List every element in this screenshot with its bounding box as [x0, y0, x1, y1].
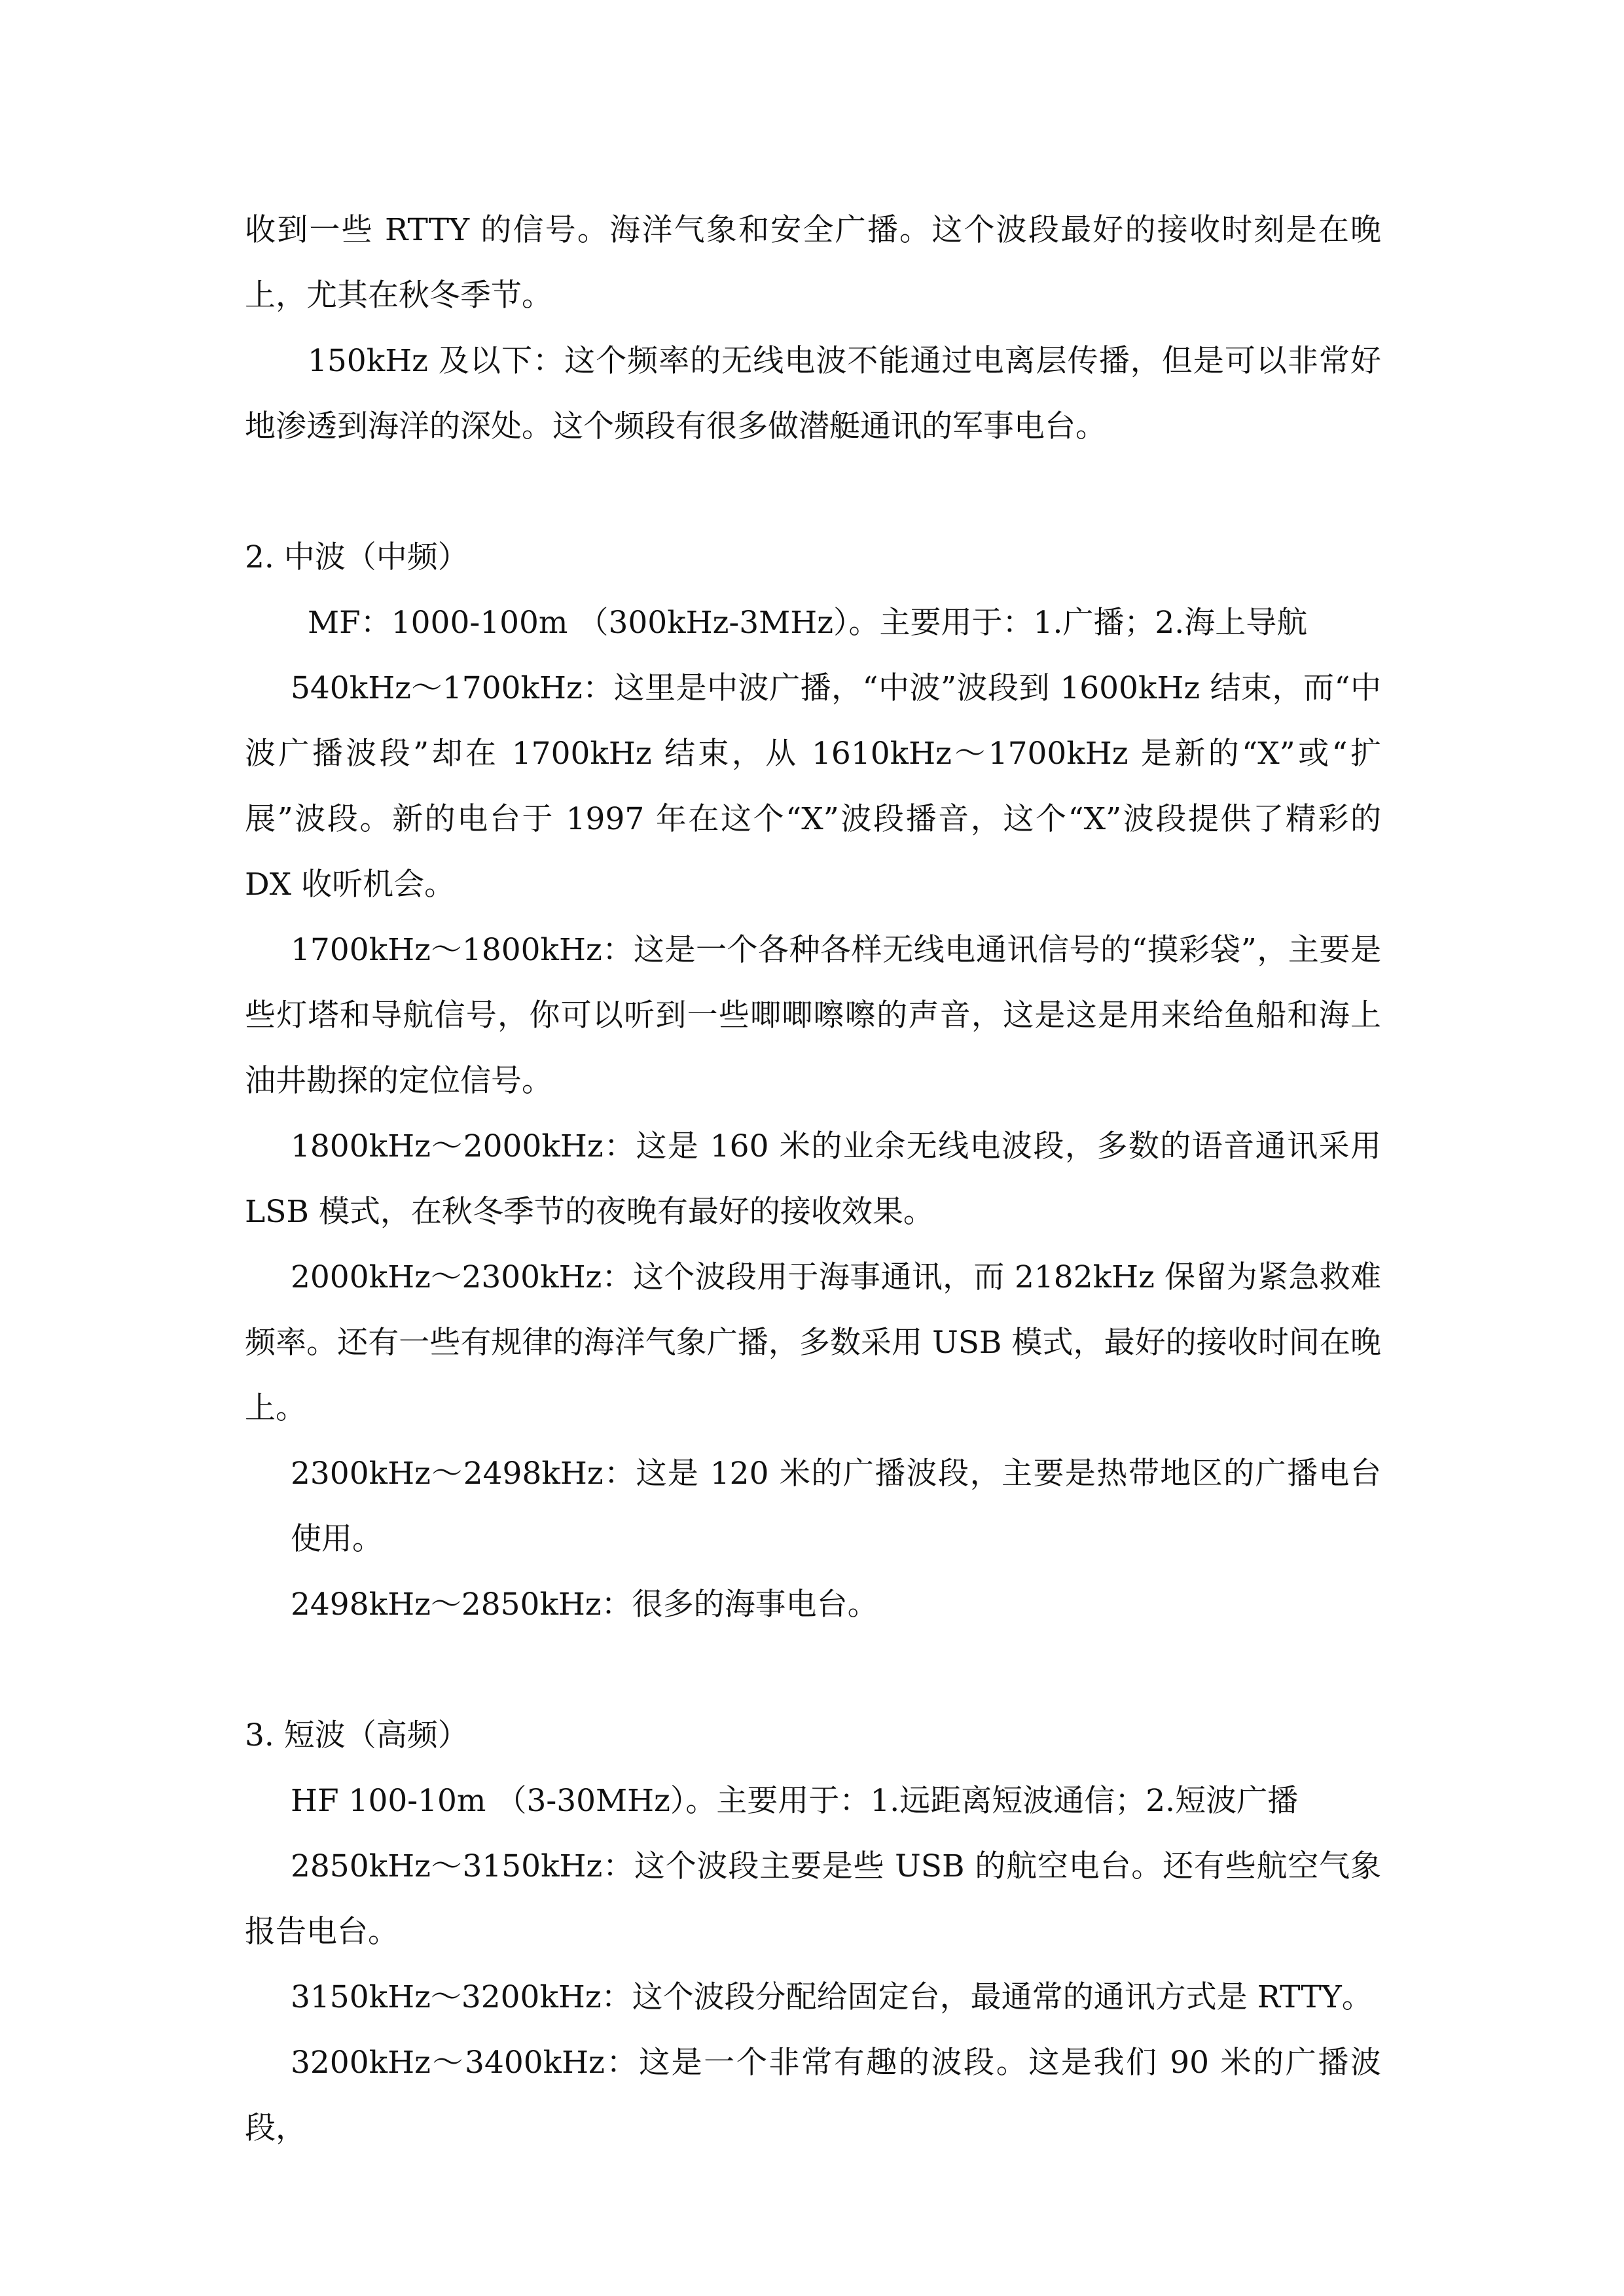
paragraph-2498-2850khz: 2498kHz～2850kHz：很多的海事电台。 [291, 1587, 878, 1623]
paragraph-hf-intro: HF 100-10m （3-30MHz）。主要用于：1.远距离短波通信；2.短波广播 [291, 1783, 1299, 1819]
paragraph-3150-3200khz: 3150kHz～3200kHz：这个波段分配给固定台，最通常的通讯方式是 RTTY。 [291, 1979, 1373, 2015]
section-heading-medium-wave: 2. 中波（中频） [245, 539, 469, 575]
paragraph-540-1700khz: 540kHz～1700kHz：这里是中波广播，“中波”波段到 1600kHz 结束，而“中波广播波段”却在 1700kHz 结束，从 1610kHz～1700kHz 是新的“X”或“扩展”波段。新的电台于 1997 年在这个“X”波段播音，这个“X”波段提供了精彩的 DX 收听机会。 [245, 670, 1381, 903]
paragraph-mf-intro: MF：1000-100m （300kHz-3MHz）。主要用于：1.广播；2.海上导航 [308, 605, 1308, 641]
paragraph-2300-2498khz: 2300kHz～2498kHz：这是 120 米的广播波段，主要是热带地区的广播电台使用。 [291, 1456, 1381, 1557]
paragraph-rtty-continuation: 收到一些 RTTY 的信号。海洋气象和安全广播。这个波段最好的接收时刻是在晚上，尤其在秋冬季节。 [245, 212, 1381, 314]
paragraph-1700-1800khz: 1700kHz～1800kHz：这是一个各种各样无线电通讯信号的“摸彩袋”，主要是些灯塔和导航信号，你可以听到一些唧唧嚓嚓的声音，这是这是用来给鱼船和海上油井勘探的定位信号。 [245, 932, 1381, 1099]
section-gap [245, 459, 1381, 525]
document-body [245, 198, 1381, 2161]
paragraph-2850-3150khz: 2850kHz～3150kHz：这个波段主要是些 USB 的航空电台。还有些航空气象报告电台。 [245, 1848, 1381, 1950]
section-heading-short-wave: 3. 短波（高频） [245, 1717, 469, 1753]
section-gap [245, 1638, 1381, 1703]
paragraph-150khz: 150kHz 及以下：这个频率的无线电波不能通过电离层传播，但是可以非常好地渗透到海洋的深处。这个频段有很多做潜艇通讯的军事电台。 [245, 343, 1381, 444]
paragraph-1800-2000khz: 1800kHz～2000kHz：这是 160 米的业余无线电波段，多数的语音通讯采用 LSB 模式，在秋冬季节的夜晚有最好的接收效果。 [245, 1128, 1381, 1230]
paragraph-2000-2300khz: 2000kHz～2300kHz：这个波段用于海事通讯，而 2182kHz 保留为紧急救难频率。还有一些有规律的海洋气象广播，多数采用 USB 模式，最好的接收时间在晚上。 [245, 1259, 1381, 1426]
paragraph-3200-3400khz: 3200kHz～3400kHz：这是一个非常有趣的波段。这是我们 90 米的广播波段， [245, 2045, 1381, 2146]
